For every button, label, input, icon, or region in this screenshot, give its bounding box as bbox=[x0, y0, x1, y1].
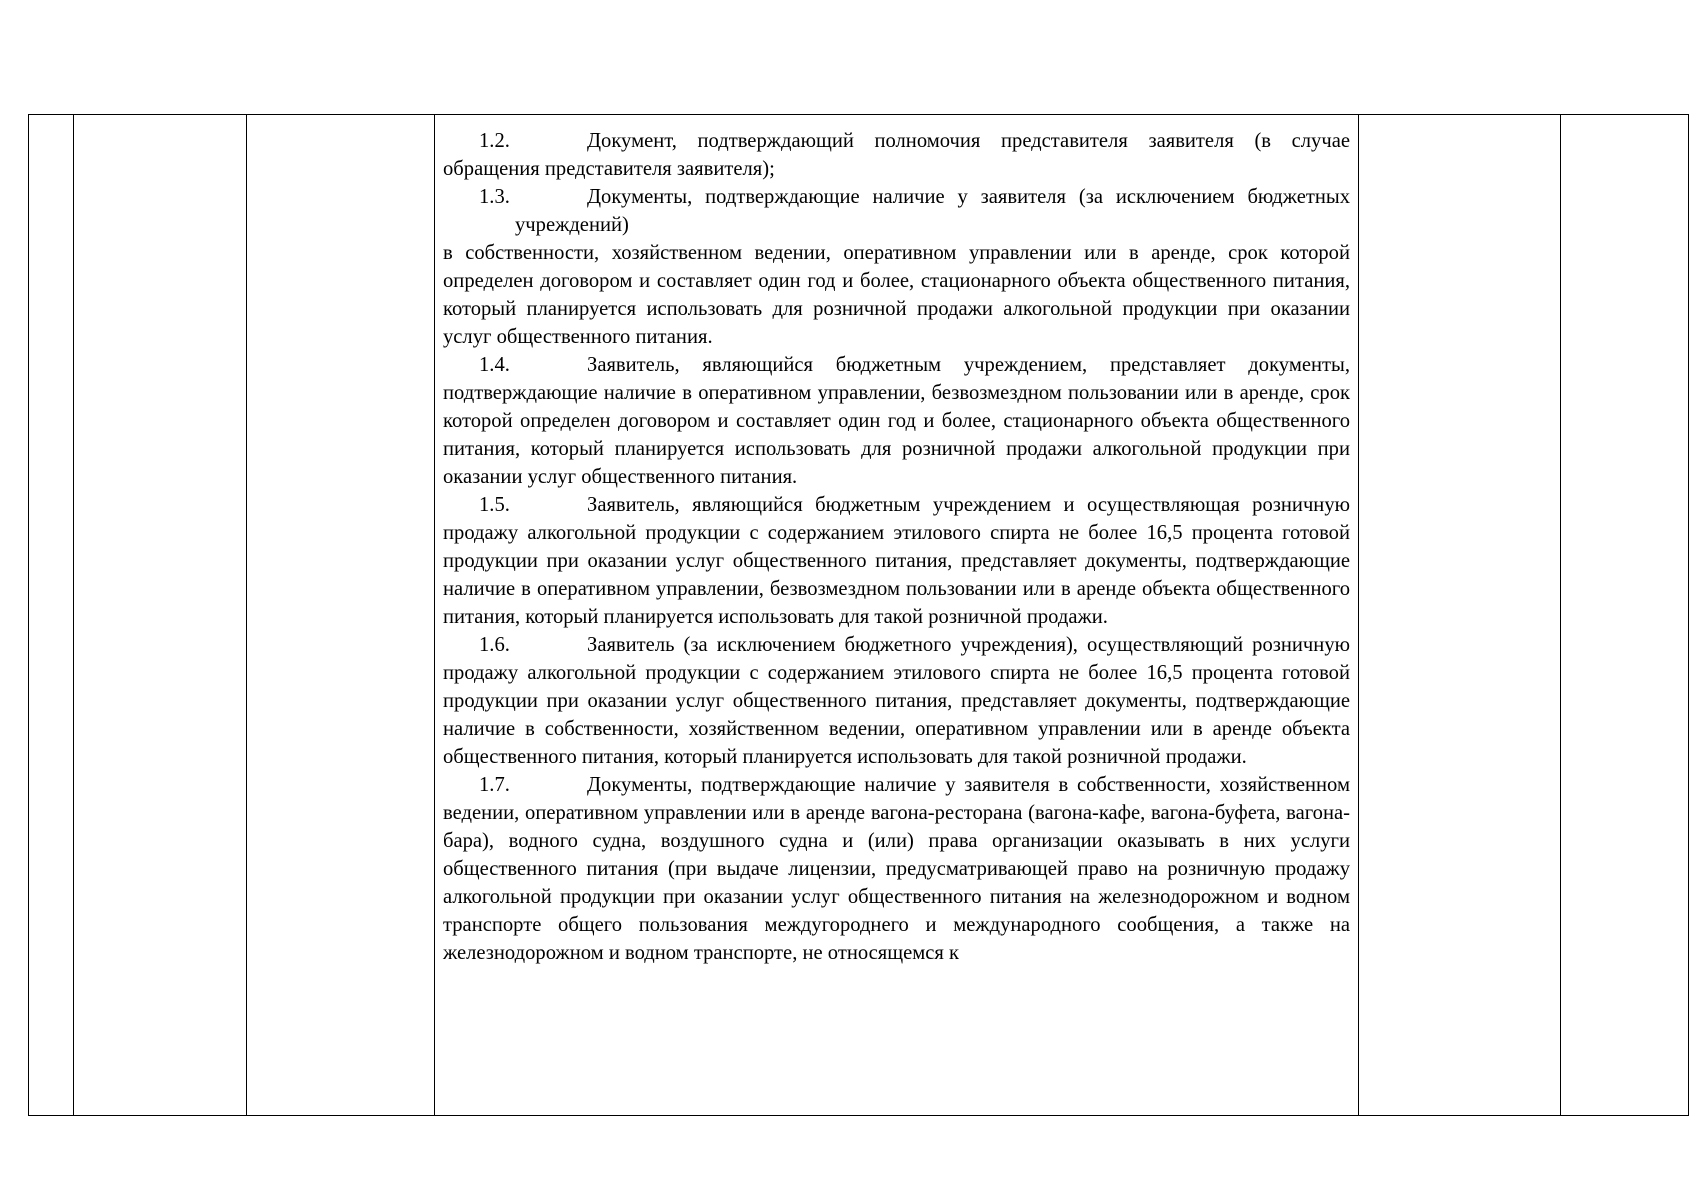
empty-cell-col1 bbox=[29, 115, 74, 1116]
empty-cell-col2 bbox=[74, 115, 247, 1116]
item-text: Заявитель, являющийся бюджетным учреждением, представляет документы, подтверждающие наличие в оперативном управлении, безвозмездном пользовании или в аренде, срок которой определен договором и составляет один год и более, стационарного объекта общественного питания, который планируется использовать для розничной продажи алкогольной продукции при оказании услуг общественного питания. bbox=[443, 354, 1350, 488]
item-text: Документы, подтверждающие наличие у заявителя (за исключением бюджетных учреждений) bbox=[515, 186, 1350, 236]
item-number: 1.2. bbox=[479, 130, 510, 152]
requirements-text-cell bbox=[435, 115, 1359, 1116]
table-row bbox=[29, 115, 1689, 1116]
item-text: Документ, подтверждающий полномочия представителя заявителя (в случае обращения представителя заявителя); bbox=[443, 130, 1350, 180]
item-number: 1.5. bbox=[479, 494, 510, 516]
list-item-1-2 bbox=[443, 127, 1350, 183]
list-item-1-3 bbox=[443, 183, 1350, 239]
item-text: Заявитель (за исключением бюджетного учреждения), осуществляющий розничную продажу алкогольной продукции с содержанием этилового спирта не более 16,5 процента готовой продукции при оказании услуг общественного питания, представляет документы, подтверждающие наличие в собственности, хозяйственном ведении, оперативном управлении или в аренде объекта общественного питания, который планируется использовать для такой розничной продажи. bbox=[443, 634, 1350, 768]
empty-cell-col3 bbox=[247, 115, 435, 1116]
empty-cell-col6 bbox=[1561, 115, 1689, 1116]
item-number: 1.4. bbox=[479, 354, 510, 376]
item-number: 1.6. bbox=[479, 634, 510, 656]
item-number: 1.7. bbox=[479, 774, 510, 796]
document-table bbox=[28, 114, 1689, 1116]
requirements-text bbox=[443, 127, 1350, 967]
item-number: 1.3. bbox=[479, 186, 510, 208]
list-item-1-6 bbox=[443, 631, 1350, 771]
list-item-1-5 bbox=[443, 491, 1350, 631]
item-text: Заявитель, являющийся бюджетным учреждением и осуществляющая розничную продажу алкогольной продукции с содержанием этилового спирта не более 16,5 процента готовой продукции при оказании услуг общественного питания, представляет документы, подтверждающие наличие в оперативном управлении, безвозмездном пользовании или в аренде объекта общественного питания, который планируется использовать для такой розничной продажи. bbox=[443, 494, 1350, 628]
list-item-1-3-continuation: в собственности, хозяйственном ведении, оперативном управлении или в аренде, срок которой определен договором и составляет один год и более, стационарного объекта общественного питания, который планируется использовать для розничной продажи алкогольной продукции при оказании услуг общественного питания. bbox=[443, 242, 1350, 348]
empty-cell-col5 bbox=[1359, 115, 1561, 1116]
list-item-1-7 bbox=[443, 771, 1350, 967]
list-item-1-4 bbox=[443, 351, 1350, 491]
item-text: Документы, подтверждающие наличие у заявителя в собственности, хозяйственном ведении, оперативном управлении или в аренде вагона-ресторана (вагона-кафе, вагона-буфета, вагона-бара), водного судна, воздушного судна и (или) права организации оказывать в них услуги общественного питания (при выдаче лицензии, предусматривающей право на розничную продажу алкогольной продукции при оказании услуг общественного питания на железнодорожном и водном транспорте общего пользования междугороднего и международного сообщения, а также на железнодорожном и водном транспорте, не относящемся к bbox=[443, 774, 1350, 964]
